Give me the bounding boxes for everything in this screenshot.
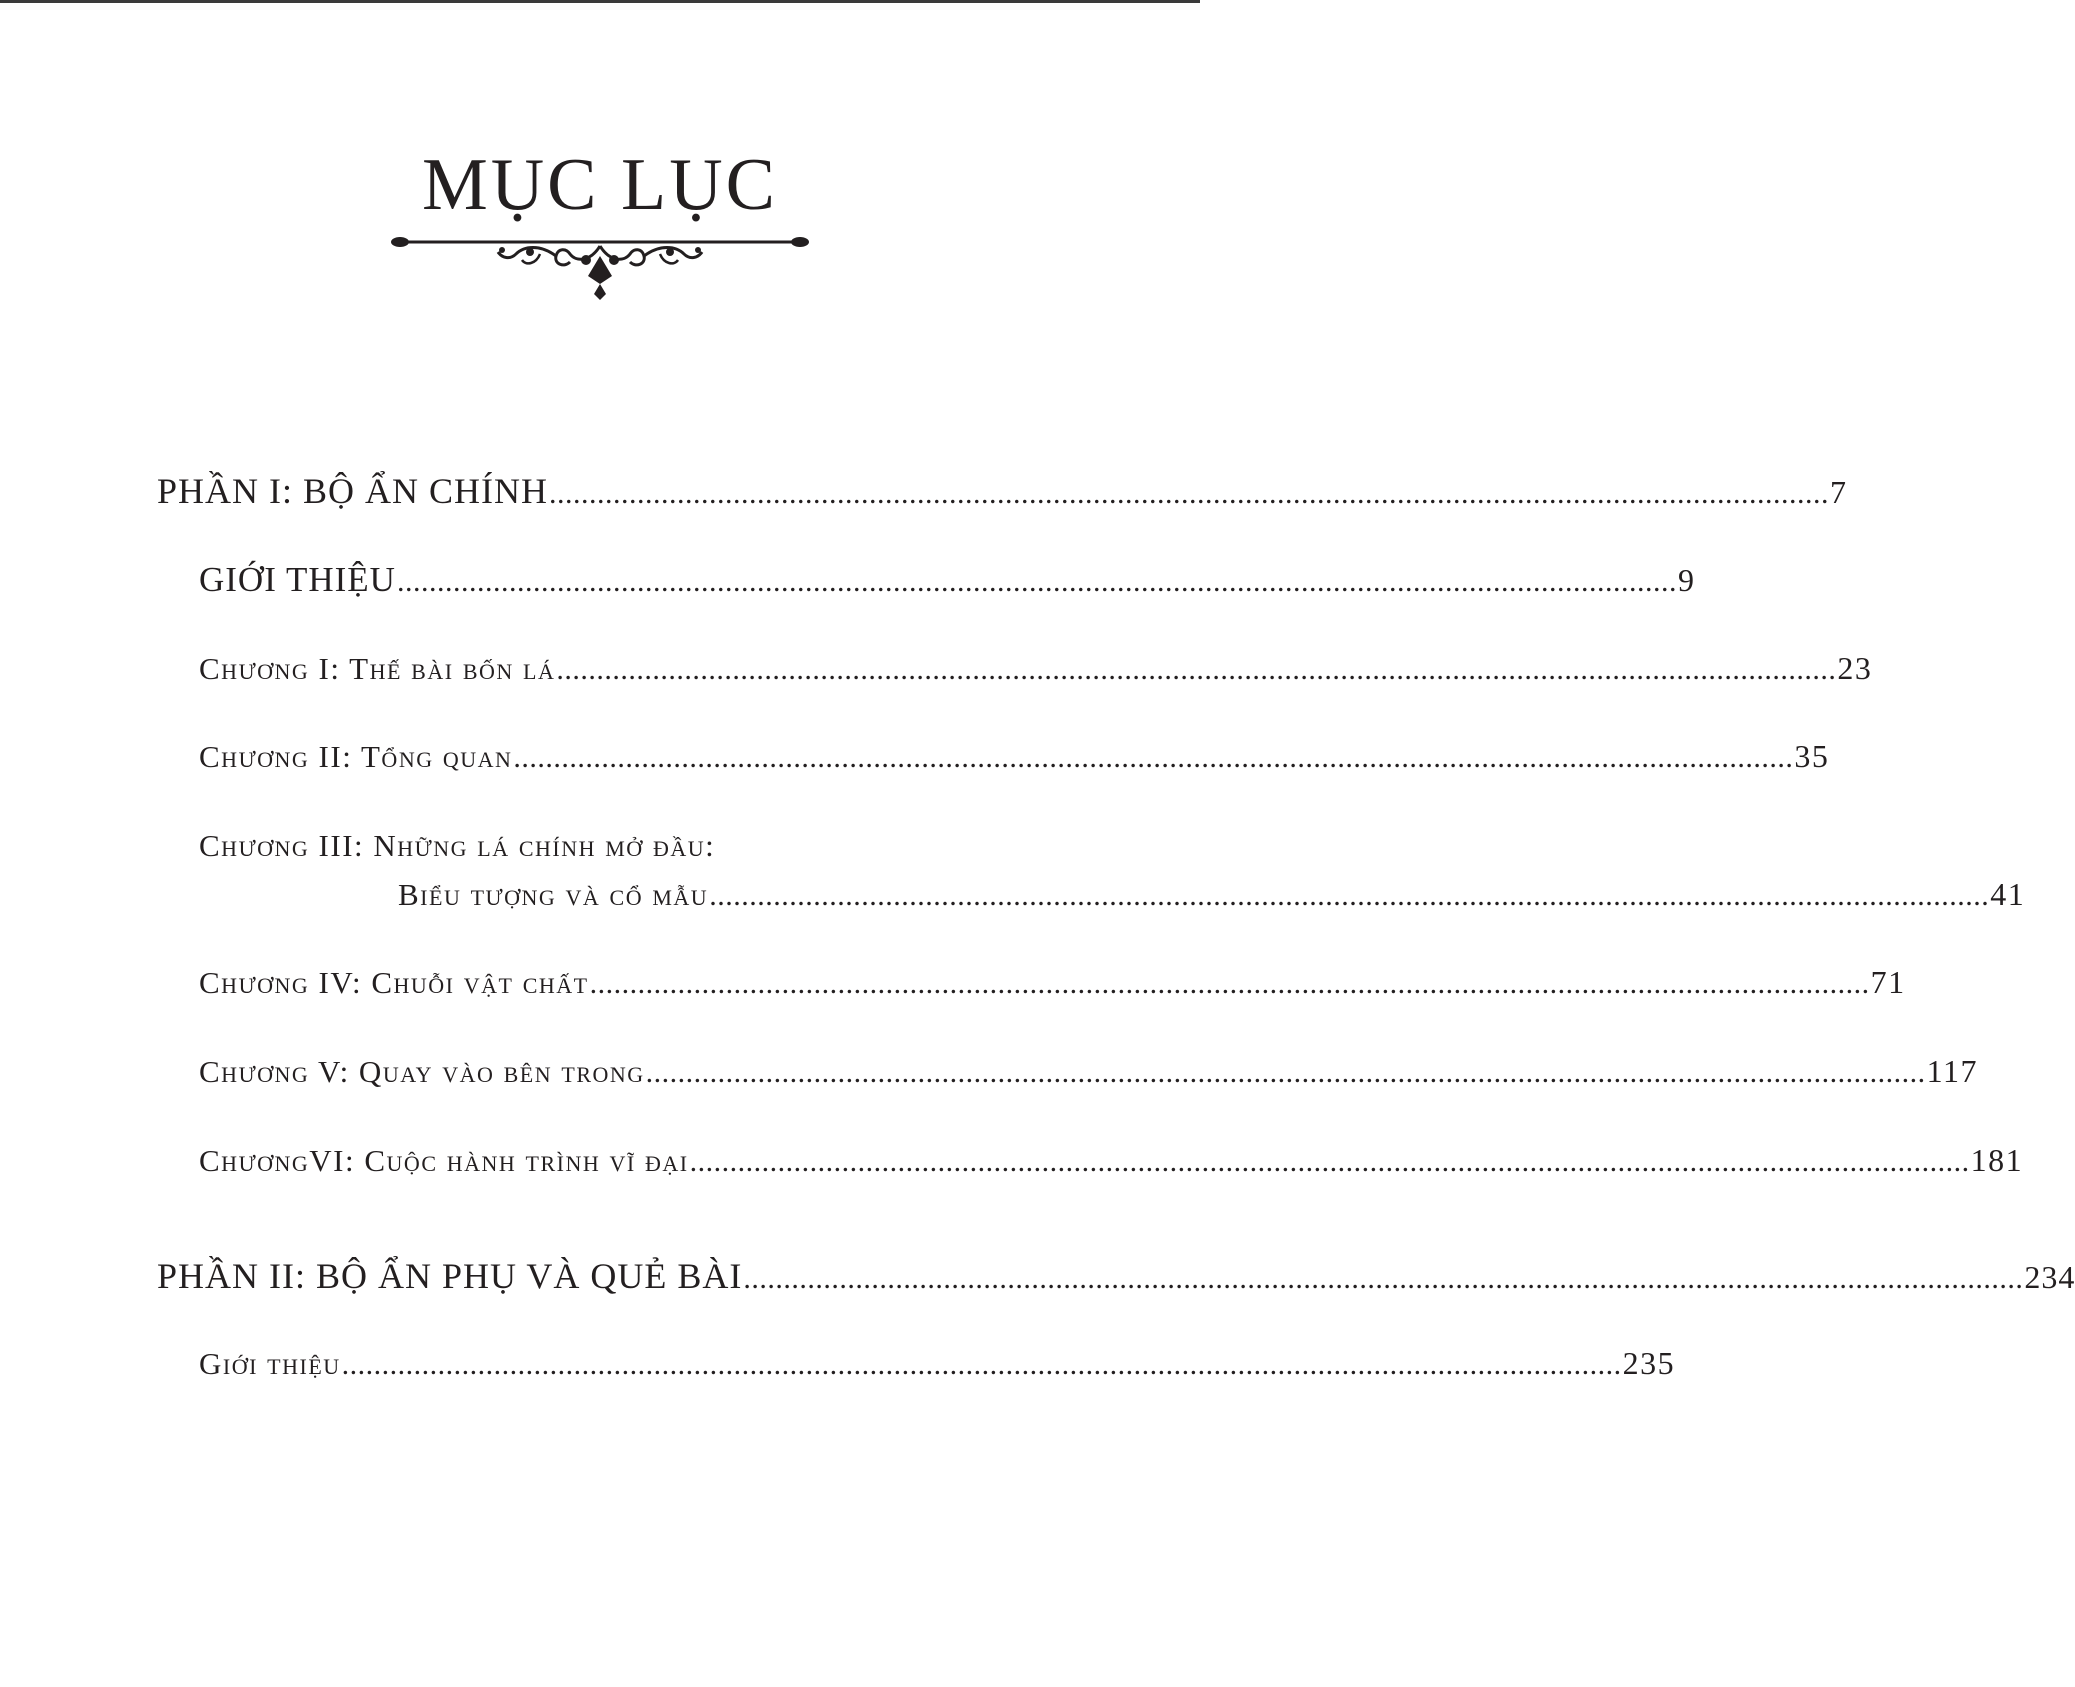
toc-entry-label: Chương II: Tổng quan <box>199 739 513 774</box>
toc-entry-part-1[interactable] <box>157 470 1848 512</box>
dot-leader: ................................................................................................................................................................ <box>549 477 1830 510</box>
toc-entry-page: 117 <box>1926 1053 1978 1089</box>
toc-entry-part-1-intro[interactable] <box>199 560 1695 600</box>
toc-entry-label: GIỚI THIỆU <box>199 560 396 599</box>
page-title: MỤC LỤC <box>421 144 779 226</box>
toc-entry-page: 181 <box>1970 1142 2024 1178</box>
page-top-border <box>0 0 1200 3</box>
toc-entry-page: 23 <box>1837 650 1873 686</box>
dot-leader: ................................................................................................................................................................ <box>743 1262 2024 1295</box>
toc-entry-chapter-3-line-1: Chương III: Những lá chính mở đầu: <box>199 828 716 863</box>
toc-entry-label: Chương V: Quay vào bên trong <box>199 1054 645 1089</box>
toc-entry-label: Biểu tượng và cổ mẫu <box>398 877 709 912</box>
toc-entry-page: 71 <box>1870 964 1906 1000</box>
toc-entry-chapter-6[interactable] <box>199 1142 2024 1179</box>
toc-entry-chapter-2[interactable] <box>199 738 1830 775</box>
toc-entry-part-2-intro[interactable] <box>199 1345 1676 1382</box>
dot-leader: ................................................................................................................................................................ <box>709 879 1990 912</box>
toc-entry-page: 9 <box>1677 562 1695 598</box>
dot-leader: ................................................................................................................................................................ <box>556 653 1837 686</box>
toc-entry-label: Giới thiệu <box>199 1346 341 1381</box>
toc-entry-page: 7 <box>1830 474 1848 510</box>
dot-leader: ................................................................................................................................................................ <box>645 1056 1926 1089</box>
toc-entry-label: PHẦN I: BỘ ẨN CHÍNH <box>157 471 549 511</box>
toc-entry-label: Chương I: Thế bài bốn lá <box>199 651 556 686</box>
dot-leader: ................................................................................................................................................................ <box>396 565 1677 598</box>
toc-entry-page: 235 <box>1622 1345 1676 1381</box>
toc-entry-chapter-1[interactable] <box>199 650 1873 687</box>
toc-entry-chapter-3[interactable] <box>398 876 2026 913</box>
dot-leader: ................................................................................................................................................................ <box>341 1348 1622 1381</box>
toc-entry-chapter-4[interactable] <box>199 964 1906 1001</box>
toc-entry-label: Chương IV: Chuỗi vật chất <box>199 965 589 1000</box>
toc-entry-chapter-5[interactable] <box>199 1053 1978 1090</box>
toc-entry-part-2[interactable] <box>157 1255 2075 1297</box>
toc-entry-page: 41 <box>1990 876 2026 912</box>
dot-leader: ................................................................................................................................................................ <box>689 1145 1970 1178</box>
dot-leader: ................................................................................................................................................................ <box>589 967 1870 1000</box>
toc-entry-page: 35 <box>1794 738 1830 774</box>
toc-entry-page: 234 <box>2024 1259 2075 1295</box>
toc-entry-label: ChươngVI: Cuộc hành trình vĩ đại <box>199 1143 689 1178</box>
dot-leader: ................................................................................................................................................................ <box>513 741 1794 774</box>
ornament-divider-icon <box>390 232 810 304</box>
toc-entry-label: PHẦN II: BỘ ẨN PHỤ VÀ QUẺ BÀI <box>157 1256 743 1296</box>
